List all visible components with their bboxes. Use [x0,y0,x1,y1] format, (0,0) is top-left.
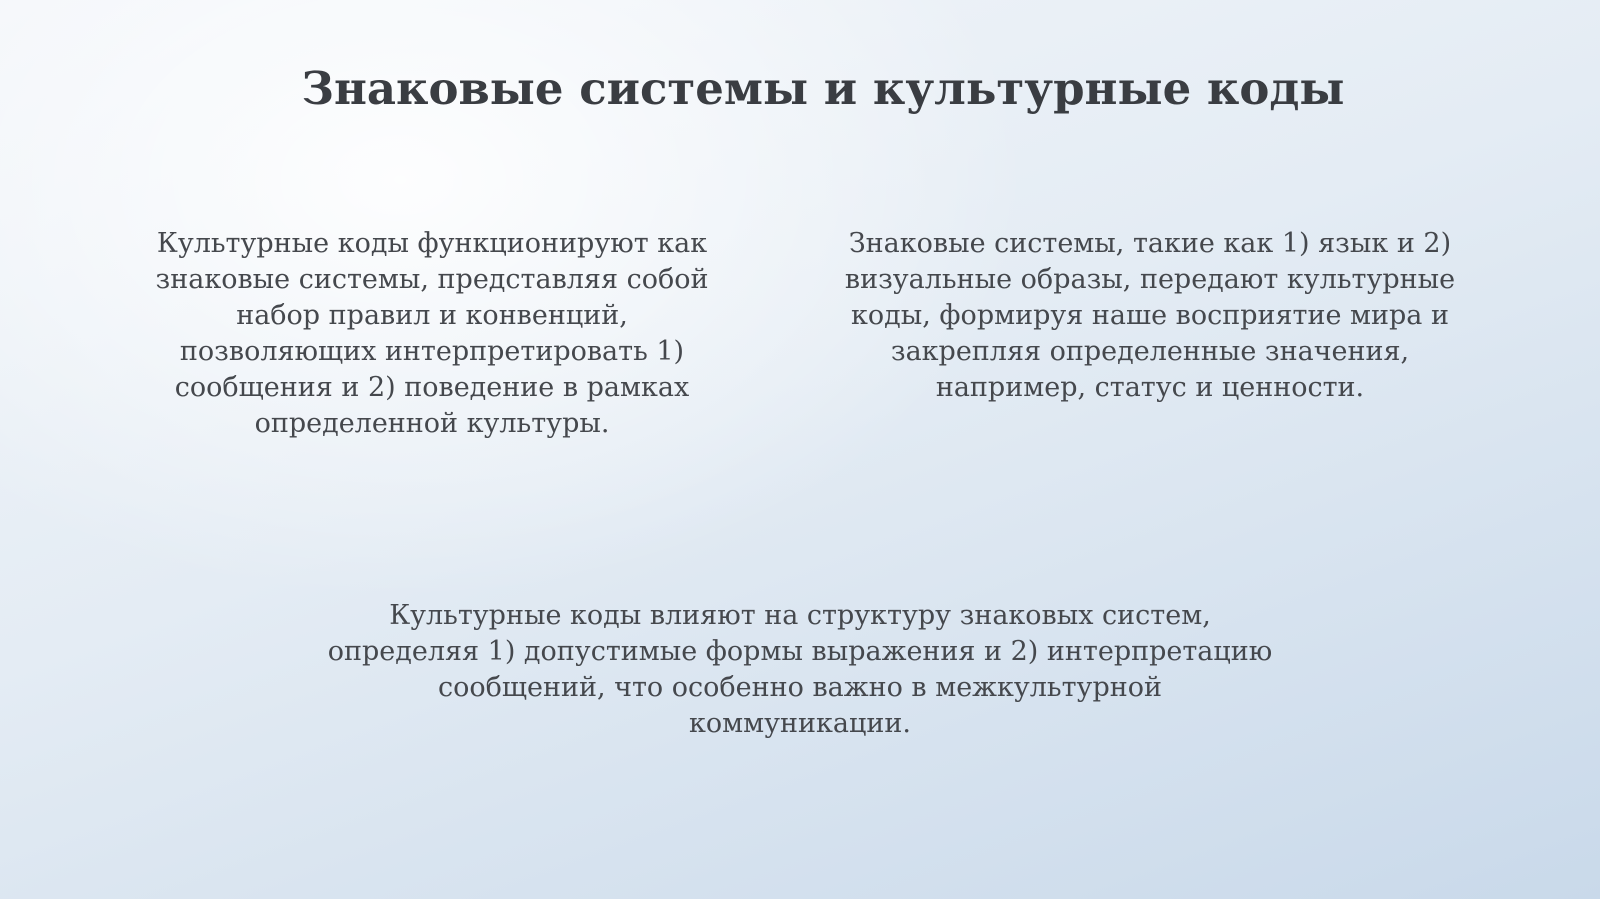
right-paragraph-line: визуальные образы, передают культурные [844,264,1456,295]
right-paragraph [800,226,1500,406]
left-paragraph-line: знаковые системы, представляя собой [155,264,709,295]
left-paragraph-line: позволяющих интерпретировать 1) [179,336,685,367]
left-paragraph [110,226,754,442]
left-paragraph-line: определенной культуры. [254,408,610,439]
slide-title-container [0,58,1600,122]
right-paragraph-line: Знаковые системы, такие как 1) язык и 2) [848,228,1452,259]
left-paragraph-line: набор правил и конвенций, [236,300,628,331]
right-paragraph-line: коды, формируя наше восприятие мира и [851,300,1449,331]
right-paragraph-line: закрепляя определенные значения, [890,336,1410,367]
right-paragraph-line: например, статус и ценности. [935,372,1365,403]
slide-title: Знаковые системы и культурные коды [301,62,1345,115]
bottom-paragraph-line: коммуникации. [689,708,911,739]
bottom-paragraph [280,598,1320,742]
bottom-paragraph-line: определяя 1) допустимые формы выражения и 2) интерпретацию [327,636,1273,667]
left-paragraph-line: Культурные коды функционируют как [156,228,708,259]
left-paragraph-line: сообщения и 2) поведение в рамках [174,372,690,403]
bottom-paragraph-line: Культурные коды влияют на структуру знаковых систем, [389,600,1211,631]
bottom-paragraph-line: сообщений, что особенно важно в межкультурной [438,672,1162,703]
